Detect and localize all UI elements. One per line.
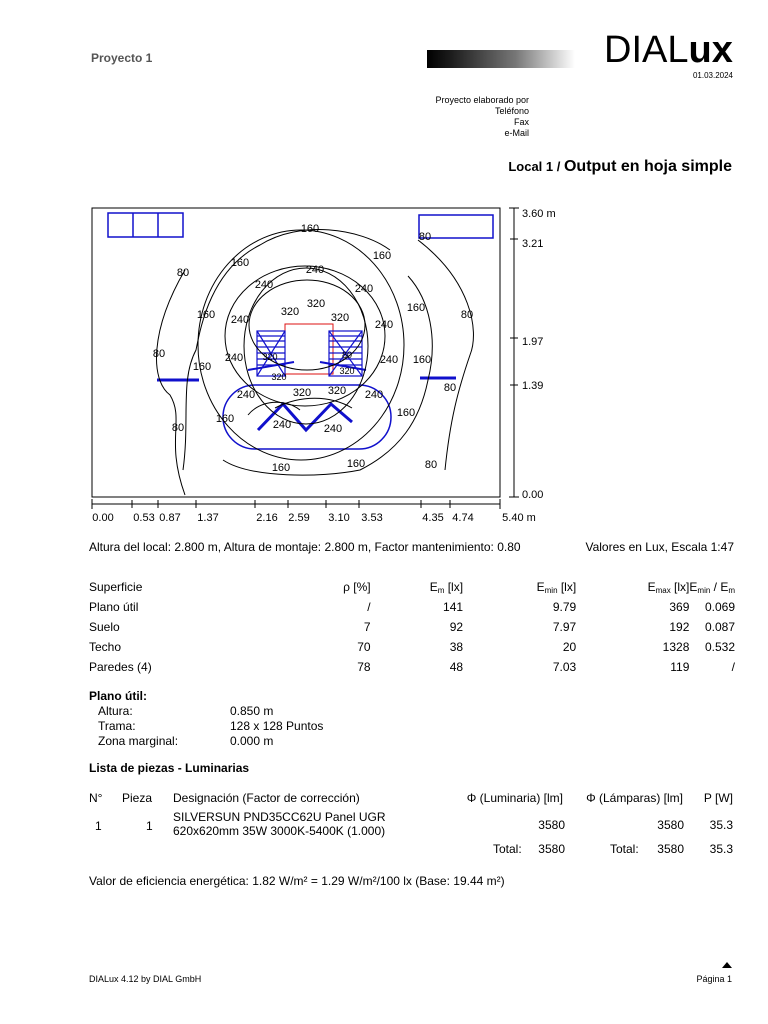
x-tick-label: 0.53 (133, 512, 155, 524)
y-axis (509, 208, 519, 497)
y-tick-label: 0.00 (522, 489, 544, 501)
contact-line: Teléfono (494, 106, 529, 116)
contour-label: 240 (323, 423, 343, 435)
surface-name: Techo (89, 640, 122, 654)
contour-label: 240 (374, 319, 394, 331)
page-title (508, 158, 732, 176)
uniformity-value: / (731, 660, 735, 674)
contour-label: 320 (327, 385, 347, 397)
ratio-subscript-b: m (728, 585, 735, 595)
table-row (89, 657, 735, 677)
em-value: 48 (449, 660, 464, 674)
contour-label: 320 (262, 352, 278, 362)
uniformity-value: 0.532 (704, 640, 735, 654)
emin-value: 20 (562, 640, 577, 654)
lum-row-flux-lamps: 3580 (657, 818, 684, 832)
col-em (371, 577, 463, 597)
project-name: Proyecto 1 (91, 51, 153, 65)
x-tick-label: 5.40 m (502, 512, 536, 524)
values-scale-text: Valores en Lux, Escala 1:47 (585, 540, 734, 554)
emax-unit: [lx] (670, 579, 690, 594)
x-tick-label: 1.37 (197, 512, 219, 524)
surfaces-table (89, 577, 735, 677)
contour-label: 240 (230, 314, 250, 326)
contact-line: e-Mail (504, 128, 529, 138)
contour-label: 240 (272, 419, 292, 431)
workplane-label: Altura: (98, 704, 133, 718)
reflectance-value: 7 (363, 620, 371, 634)
emin-value: 9.79 (552, 600, 577, 614)
ratio-symbol-a: E (689, 579, 698, 594)
x-tick-label: 3.10 (328, 512, 350, 524)
col-emin (463, 577, 576, 597)
lum-col-flux-lamps: Φ (Lámparas) [lm] (586, 791, 683, 805)
contour-label: 160 (271, 462, 291, 474)
logo-bold-text: ux (688, 29, 733, 71)
contour-label: 160 (396, 407, 416, 419)
y-tick-label: 3.60 m (522, 208, 556, 220)
contour-label: 160 (346, 458, 366, 470)
lum-total-label: Total: (493, 842, 522, 856)
lum-row-designation-1: SILVERSUN PND35CC62U Panel UGR (173, 810, 386, 824)
contour-label: 80 (171, 422, 185, 434)
contour-label: 80 (176, 267, 190, 279)
emax-symbol: E (647, 579, 656, 594)
emin-unit: [lx] (557, 579, 577, 594)
lum-col-num: N° (89, 791, 103, 805)
contour-label: 160 (230, 257, 250, 269)
contour-label: 240 (305, 264, 325, 276)
contour-label: 80 (443, 382, 457, 394)
workplane-label: Zona marginal: (98, 734, 179, 748)
y-tick-label: 3.21 (522, 238, 544, 250)
room-heights-text: Altura del local: 2.800 m, Altura de montaje: 2.800 m, Factor mantenimiento: 0.80 (89, 540, 521, 554)
page-up-arrow-icon (722, 962, 732, 968)
em-unit: [lx] (444, 579, 464, 594)
emax-value: 369 (669, 600, 690, 614)
luminaires-heading: Lista de piezas - Luminarias (89, 761, 250, 775)
emax-subscript: max (655, 585, 671, 595)
ratio-subscript-a: min (697, 585, 711, 595)
contact-block (435, 95, 529, 139)
uniformity-value: 0.087 (704, 620, 735, 634)
footer-software: DIALux 4.12 by DIAL GmbH (89, 974, 202, 984)
energy-efficiency-text: Valor de eficiencia energética: 1.82 W/m² = 1.29 W/m²/100 lx (Base: 19.44 m²) (89, 874, 505, 888)
emin-value: 7.97 (552, 620, 577, 634)
contour-label: 80 (424, 459, 438, 471)
em-value: 141 (443, 600, 464, 614)
report-date: 01.03.2024 (692, 71, 733, 80)
lum-row-flux-luminaire: 3580 (538, 818, 565, 832)
isolux-floor-plan (0, 195, 768, 535)
lum-total-label-2: Total: (610, 842, 639, 856)
lum-total-flux-lamps: 3580 (657, 842, 684, 856)
lum-col-designation: Designación (Factor de corrección) (173, 791, 360, 805)
contour-label: 80 (341, 350, 353, 360)
title-main: Output en hoja simple (563, 158, 732, 175)
table-row (89, 597, 735, 617)
surface-name: Plano útil (89, 600, 139, 614)
logo-light-text: DIAL (604, 29, 689, 71)
lum-col-flux-luminaire: Φ (Luminaria) [lm] (466, 791, 563, 805)
contour-label: 240 (364, 389, 384, 401)
dialux-logo (604, 30, 733, 70)
contour-label: 240 (379, 354, 399, 366)
workplane-heading: Plano útil: (89, 689, 147, 703)
surface-name: Suelo (89, 620, 120, 634)
lum-row-power: 35.3 (709, 818, 733, 832)
contour-label: 240 (254, 279, 274, 291)
lum-row-num: 1 (95, 819, 102, 833)
col-surface: Superficie (89, 580, 143, 594)
uniformity-value: 0.069 (704, 600, 735, 614)
contour-label: 160 (215, 413, 235, 425)
lum-col-piece: Pieza (122, 791, 153, 805)
contour-label: 80 (418, 231, 432, 243)
contour-label: 80 (152, 348, 166, 360)
col-reflectance: ρ [%] (343, 580, 371, 594)
em-value: 92 (449, 620, 464, 634)
contour-label: 160 (412, 354, 432, 366)
contour-label: 80 (460, 309, 474, 321)
contact-line: Proyecto elaborado por (435, 95, 529, 105)
footer-page-number: Página 1 (696, 974, 732, 984)
contour-label: 320 (292, 387, 312, 399)
y-axis-labels (522, 208, 556, 501)
table-header-row (89, 577, 735, 597)
reflectance-value: 70 (357, 640, 371, 654)
header-gradient-bar (427, 50, 575, 68)
table-row (89, 617, 735, 637)
x-tick-label: 0.87 (159, 512, 181, 524)
furniture (108, 213, 493, 449)
contour-label: 240 (236, 389, 256, 401)
x-axis-labels (92, 512, 536, 524)
contour-label: 320 (280, 306, 300, 318)
x-tick-label: 4.35 (422, 512, 444, 524)
workplane-value: 0.850 m (230, 704, 274, 718)
lum-total-flux-luminaire: 3580 (538, 842, 565, 856)
contour-label: 160 (192, 361, 212, 373)
x-tick-label: 0.00 (92, 512, 114, 524)
workplane-value: 0.000 m (230, 734, 274, 748)
contour-label: 320 (271, 372, 287, 382)
title-prefix: Local 1 / (508, 159, 564, 174)
contact-line: Fax (513, 117, 529, 127)
em-value: 38 (449, 640, 464, 654)
lum-total-power: 35.3 (709, 842, 733, 856)
emin-symbol: E (536, 579, 545, 594)
contour-label: 320 (306, 298, 326, 310)
contour-label: 160 (300, 223, 320, 235)
x-tick-label: 3.53 (361, 512, 383, 524)
em-subscript: m (437, 585, 445, 595)
y-tick-label: 1.97 (522, 336, 544, 348)
contour-label: 240 (354, 283, 374, 295)
workplane-value: 128 x 128 Puntos (230, 719, 324, 733)
emax-value: 1328 (662, 640, 690, 654)
reflectance-value: 78 (357, 660, 371, 674)
workplane-label: Trama: (98, 719, 136, 733)
lum-row-piece: 1 (146, 819, 153, 833)
contour-label: 320 (339, 366, 355, 376)
reflectance-value: / (367, 600, 371, 614)
x-tick-label: 4.74 (452, 512, 474, 524)
lum-row-designation-2: 620x620mm 35W 3000K-5400K (1.000) (173, 824, 386, 838)
emax-value: 192 (669, 620, 690, 634)
col-uniformity (689, 577, 735, 597)
contour-label: 160 (196, 309, 216, 321)
x-tick-label: 2.59 (288, 512, 310, 524)
contour-labels (153, 223, 473, 474)
emin-value: 7.03 (552, 660, 577, 674)
x-axis (92, 499, 500, 509)
ratio-divider: / E (710, 579, 729, 594)
y-tick-label: 1.39 (522, 380, 544, 392)
contour-label: 320 (330, 312, 350, 324)
col-emax (576, 577, 689, 597)
contour-label: 160 (372, 250, 392, 262)
lum-col-power: P [W] (703, 791, 733, 805)
contour-label: 160 (406, 302, 426, 314)
surface-name: Paredes (4) (89, 660, 152, 674)
table-row (89, 637, 735, 657)
emin-subscript: min (544, 585, 558, 595)
x-tick-label: 2.16 (256, 512, 278, 524)
emax-value: 119 (670, 660, 690, 674)
em-symbol: E (429, 579, 438, 594)
contour-label: 240 (224, 352, 244, 364)
